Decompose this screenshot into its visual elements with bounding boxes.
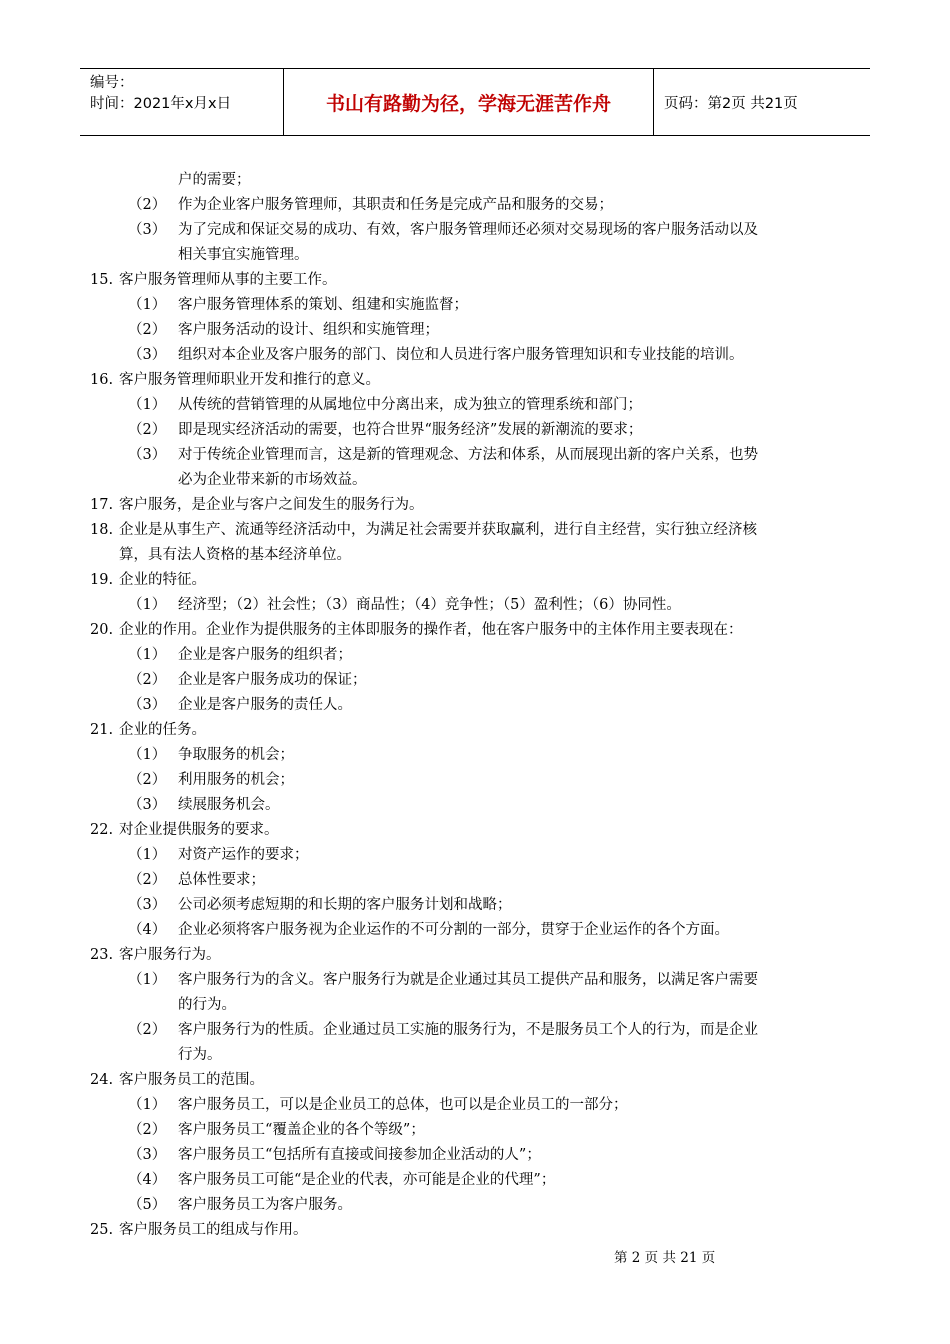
subitem-marker: （1） bbox=[128, 1097, 167, 1113]
page-header bbox=[80, 68, 870, 136]
item-number: 17. bbox=[90, 497, 114, 513]
subitem-text: 客户服务员工为客户服务。 bbox=[178, 1197, 352, 1213]
time-label: 时间：2021年x月x日 bbox=[90, 96, 232, 112]
text-line bbox=[0, 443, 950, 468]
subitem-text-continued: 的行为。 bbox=[178, 997, 236, 1013]
text-line bbox=[0, 918, 950, 943]
text-line bbox=[0, 568, 950, 593]
text-line bbox=[0, 218, 950, 243]
subitem-text: 作为企业客户服务管理师，其职责和任务是完成产品和服务的交易； bbox=[178, 197, 613, 213]
subitem-text-continued: 户的需要； bbox=[178, 172, 251, 188]
text-line bbox=[0, 268, 950, 293]
item-text: 企业的作用。企业作为提供服务的主体即服务的操作者，他在客户服务中的主体作用主要表现在： bbox=[119, 622, 743, 638]
subitem-text: 对于传统企业管理而言，这是新的管理观念、方法和体系，从而展现出新的客户关系，也势 bbox=[178, 447, 758, 463]
subitem-marker: （4） bbox=[128, 922, 167, 938]
subitem-text: 客户服务管理体系的策划、组建和实施监督； bbox=[178, 297, 468, 313]
item-number: 20. bbox=[90, 622, 114, 638]
item-number: 18. bbox=[90, 522, 114, 538]
item-number: 23. bbox=[90, 947, 114, 963]
text-line bbox=[0, 543, 950, 568]
subitem-text: 总体性要求； bbox=[178, 872, 265, 888]
text-line bbox=[0, 768, 950, 793]
item-number: 15. bbox=[90, 272, 114, 288]
subitem-marker: （3） bbox=[128, 697, 167, 713]
text-line bbox=[0, 518, 950, 543]
subitem-text-continued: 相关事宜实施管理。 bbox=[178, 247, 309, 263]
subitem-marker: （2） bbox=[128, 872, 167, 888]
text-line bbox=[0, 1093, 950, 1118]
subitem-marker: （2） bbox=[128, 772, 167, 788]
subitem-marker: （1） bbox=[128, 972, 167, 988]
text-line bbox=[0, 643, 950, 668]
subitem-marker: （1） bbox=[128, 297, 167, 313]
text-line bbox=[0, 618, 950, 643]
subitem-text: 客户服务行为的含义。客户服务行为就是企业通过其员工提供产品和服务，以满足客户需要 bbox=[178, 972, 758, 988]
text-line bbox=[0, 818, 950, 843]
subitem-text: 经济型；（2）社会性；（3）商品性；（4）竞争性；（5）盈利性；（6）协同性。 bbox=[178, 597, 681, 613]
item-number: 24. bbox=[90, 1072, 114, 1088]
item-number: 22. bbox=[90, 822, 114, 838]
item-text: 客户服务行为。 bbox=[119, 947, 221, 963]
subitem-text-continued: 必为企业带来新的市场效益。 bbox=[178, 472, 367, 488]
text-line bbox=[0, 743, 950, 768]
text-line bbox=[0, 293, 950, 318]
text-line bbox=[0, 1218, 950, 1243]
item-text: 企业是从事生产、流通等经济活动中，为满足社会需要并获取赢利，进行自主经营，实行独立经济核 bbox=[119, 522, 757, 538]
text-line bbox=[0, 1068, 950, 1093]
text-line bbox=[0, 693, 950, 718]
text-line bbox=[0, 1143, 950, 1168]
item-text: 对企业提供服务的要求。 bbox=[119, 822, 279, 838]
footer-page-number: 第 2 页 共 21 页 bbox=[614, 1250, 716, 1266]
text-line bbox=[0, 593, 950, 618]
text-line bbox=[0, 418, 950, 443]
text-line bbox=[0, 1018, 950, 1043]
item-text: 客户服务员工的组成与作用。 bbox=[119, 1222, 308, 1238]
subitem-marker: （2） bbox=[128, 422, 167, 438]
subitem-marker: （1） bbox=[128, 747, 167, 763]
text-line bbox=[0, 1193, 950, 1218]
subitem-marker: （3） bbox=[128, 347, 167, 363]
item-number: 16. bbox=[90, 372, 114, 388]
subitem-marker: （1） bbox=[128, 597, 167, 613]
code-label: 编号： bbox=[90, 75, 134, 91]
subitem-text: 为了完成和保证交易的成功、有效，客户服务管理师还必须对交易现场的客户服务活动以及 bbox=[178, 222, 758, 238]
subitem-text: 企业是客户服务的责任人。 bbox=[178, 697, 352, 713]
header-page-number: 页码：第2页 共21页 bbox=[664, 95, 798, 112]
header-motto: 书山有路勤为径，学海无涯苦作舟 bbox=[284, 69, 654, 135]
subitem-marker: （2） bbox=[128, 1122, 167, 1138]
subitem-text: 续展服务机会。 bbox=[178, 797, 280, 813]
subitem-text: 即是现实经济活动的需要，也符合世界“服务经济”发展的新潮流的要求； bbox=[178, 422, 643, 438]
subitem-marker: （3） bbox=[128, 897, 167, 913]
item-number: 25. bbox=[90, 1222, 114, 1238]
subitem-text: 从传统的营销管理的从属地位中分离出来，成为独立的管理系统和部门； bbox=[178, 397, 642, 413]
subitem-text-continued: 行为。 bbox=[178, 1047, 222, 1063]
item-text: 企业的任务。 bbox=[119, 722, 206, 738]
subitem-marker: （2） bbox=[128, 197, 167, 213]
header-meta bbox=[80, 69, 284, 135]
text-line bbox=[0, 1168, 950, 1193]
text-line bbox=[0, 868, 950, 893]
text-line bbox=[0, 793, 950, 818]
subitem-marker: （1） bbox=[128, 647, 167, 663]
item-text-continued: 算，具有法人资格的基本经济单位。 bbox=[119, 547, 351, 563]
text-line bbox=[0, 668, 950, 693]
text-line bbox=[0, 993, 950, 1018]
text-line bbox=[0, 168, 950, 193]
text-line bbox=[0, 893, 950, 918]
subitem-text: 企业必须将客户服务视为企业运作的不可分割的一部分，贯穿于企业运作的各个方面。 bbox=[178, 922, 729, 938]
text-line bbox=[0, 718, 950, 743]
subitem-text: 企业是客户服务成功的保证； bbox=[178, 672, 367, 688]
subitem-marker: （3） bbox=[128, 222, 167, 238]
subitem-marker: （1） bbox=[128, 847, 167, 863]
text-line bbox=[0, 343, 950, 368]
text-line bbox=[0, 193, 950, 218]
item-text: 客户服务管理师从事的主要工作。 bbox=[119, 272, 337, 288]
subitem-marker: （1） bbox=[128, 397, 167, 413]
subitem-text: 客户服务员工可能“是企业的代表，亦可能是企业的代理”； bbox=[178, 1172, 556, 1188]
subitem-marker: （3） bbox=[128, 1147, 167, 1163]
text-line bbox=[0, 1043, 950, 1068]
subitem-text: 客户服务员工“包括所有直接或间接参加企业活动的人”； bbox=[178, 1147, 541, 1163]
subitem-text: 利用服务的机会； bbox=[178, 772, 294, 788]
text-line bbox=[0, 943, 950, 968]
item-text: 客户服务，是企业与客户之间发生的服务行为。 bbox=[119, 497, 424, 513]
subitem-text: 客户服务活动的设计、组织和实施管理； bbox=[178, 322, 439, 338]
text-line bbox=[0, 968, 950, 993]
subitem-text: 公司必须考虑短期的和长期的客户服务计划和战略； bbox=[178, 897, 512, 913]
text-line bbox=[0, 1118, 950, 1143]
subitem-text: 客户服务行为的性质。企业通过员工实施的服务行为，不是服务员工个人的行为，而是企业 bbox=[178, 1022, 758, 1038]
subitem-marker: （3） bbox=[128, 797, 167, 813]
subitem-text: 客户服务员工，可以是企业员工的总体，也可以是企业员工的一部分； bbox=[178, 1097, 628, 1113]
text-line bbox=[0, 493, 950, 518]
subitem-text: 客户服务员工“覆盖企业的各个等级”； bbox=[178, 1122, 425, 1138]
text-line bbox=[0, 368, 950, 393]
item-number: 21. bbox=[90, 722, 114, 738]
subitem-marker: （2） bbox=[128, 322, 167, 338]
text-line bbox=[0, 468, 950, 493]
subitem-marker: （2） bbox=[128, 1022, 167, 1038]
text-line bbox=[0, 843, 950, 868]
subitem-text: 企业是客户服务的组织者； bbox=[178, 647, 352, 663]
text-line bbox=[0, 243, 950, 268]
item-text: 客户服务管理师职业开发和推行的意义。 bbox=[119, 372, 380, 388]
subitem-marker: （2） bbox=[128, 672, 167, 688]
subitem-text: 组织对本企业及客户服务的部门、岗位和人员进行客户服务管理知识和专业技能的培训。 bbox=[178, 347, 744, 363]
subitem-text: 争取服务的机会； bbox=[178, 747, 294, 763]
text-line bbox=[0, 393, 950, 418]
subitem-marker: （3） bbox=[128, 447, 167, 463]
subitem-marker: （4） bbox=[128, 1172, 167, 1188]
subitem-marker: （5） bbox=[128, 1197, 167, 1213]
text-line bbox=[0, 318, 950, 343]
item-text: 客户服务员工的范围。 bbox=[119, 1072, 264, 1088]
item-text: 企业的特征。 bbox=[119, 572, 206, 588]
subitem-text: 对资产运作的要求； bbox=[178, 847, 309, 863]
item-number: 19. bbox=[90, 572, 114, 588]
document-body bbox=[0, 168, 950, 1243]
